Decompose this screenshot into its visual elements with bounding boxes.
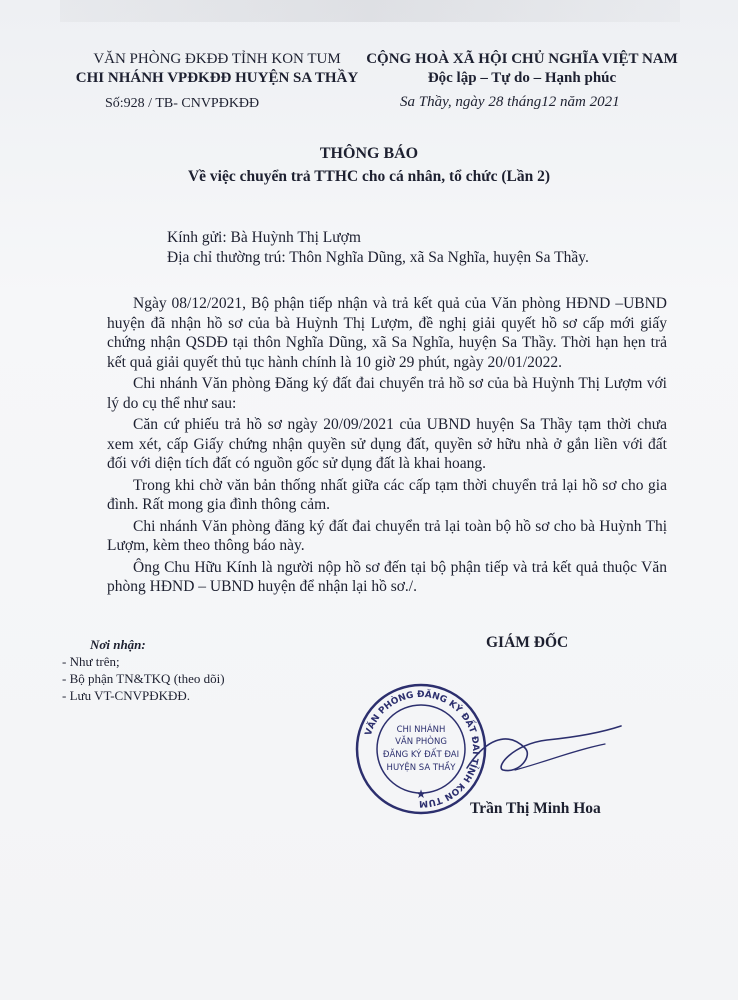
country-name: CỘNG HOÀ XÃ HỘI CHỦ NGHĨA VIỆT NAM [366,51,678,67]
body-text [107,294,667,599]
paragraph: Chi nhánh Văn phòng đăng ký đất đai chuyển trả lại toàn bộ hồ sơ cho bà Huỳnh Thị Lượm, kèm theo thông báo này. [107,517,667,554]
recipient-item: - Bộ phận TN&TKQ (theo dõi) [62,671,225,686]
document-subtitle: Về việc chuyển trả TTHC cho cá nhân, tổ chức (Lần 2) [187,168,551,185]
agency-line-1: VĂN PHÒNG ĐKĐĐ TỈNH KON TUM [93,51,341,67]
national-motto [362,50,682,88]
paragraph: Ngày 08/12/2021, Bộ phận tiếp nhận và trả kết quả của Văn phòng HĐND –UBND huyện đã nhận hồ sơ của bà Huỳnh Thị Lượm, đề nghị giải quyết hồ sơ cấp mới giấy chứng nhận QSDĐ tại thôn Nghĩa Dũng, xã Sa Nghĩa, huyện Sa Thầy. Thời hạn hẹn trả kết quả giải quyết thủ tục hành chính là 10 giờ 29 phút, ngày 20/01/2022. [107,295,667,371]
signer-name: Trần Thị Minh Hoa [470,800,601,817]
recipients-list [62,636,225,704]
paragraph: Chi nhánh Văn phòng Đăng ký đất đai chuyển trả hồ sơ của bà Huỳnh Thị Lượm với lý do cụ thể như sau: [107,375,667,412]
issue-date: Sa Thầy, ngày 28 tháng12 năm 2021 [400,94,620,110]
handwritten-signature [455,700,625,790]
motto: Độc lập – Tự do – Hạnh phúc [427,70,617,86]
seal-line-3: ĐĂNG KÝ ĐẤT ĐAI [382,750,460,760]
seal-line-2: VĂN PHÒNG [395,737,447,747]
document-number: Số:928 / TB- CNVPĐKĐĐ [105,96,260,111]
document-title: THÔNG BÁO [319,145,419,162]
paragraph: Trong khi chờ văn bản thống nhất giữa các cấp tạm thời chuyển trả lại hồ sơ cho gia đình. Rất mong gia đình thông cảm. [107,476,667,513]
paragraph: Ông Chu Hữu Kính là người nộp hồ sơ đến tại bộ phận tiếp và trả kết quả thuộc Văn phòng HĐND – UBND huyện để nhận lại hồ sơ./. [107,558,667,595]
paragraph: Căn cứ phiếu trả hồ sơ ngày 20/09/2021 của UBND huyện Sa Thầy tạm thời chưa xem xét, cấp Giấy chứng nhận quyền sử dụng đất, quyền sở hữu nhà ở gắn liền với đất đối với diện tích đất có nguồn gốc sử dụng đất là khai hoang. [107,416,667,472]
seal-star-icon: ★ [415,787,427,801]
issuing-agency [72,50,362,88]
seal-ring-text: VĂN PHÒNG ĐĂNG KÝ ĐẤT ĐAI TỈNH KON TUM [363,689,481,809]
recipient-item: - Lưu VT-CNVPĐKĐĐ. [62,688,191,703]
agency-line-2: CHI NHÁNH VPĐKĐĐ HUYỆN SA THẦY [75,70,359,86]
signer-title: GIÁM ĐỐC [486,634,569,651]
seal-line-4: HUYỆN SA THẦY [386,763,456,773]
bleed-through-shadow [60,0,680,22]
recipient-item: - Như trên; [62,654,120,669]
recipients-heading: Nơi nhận: [90,637,146,652]
recipient-address: Địa chỉ thường trú: Thôn Nghĩa Dũng, xã Sa Nghĩa, huyện Sa Thầy. [167,249,589,266]
recipient-line: Kính gửi: Bà Huỳnh Thị Lượm [167,229,361,246]
seal-line-1: CHI NHÁNH [396,725,446,735]
